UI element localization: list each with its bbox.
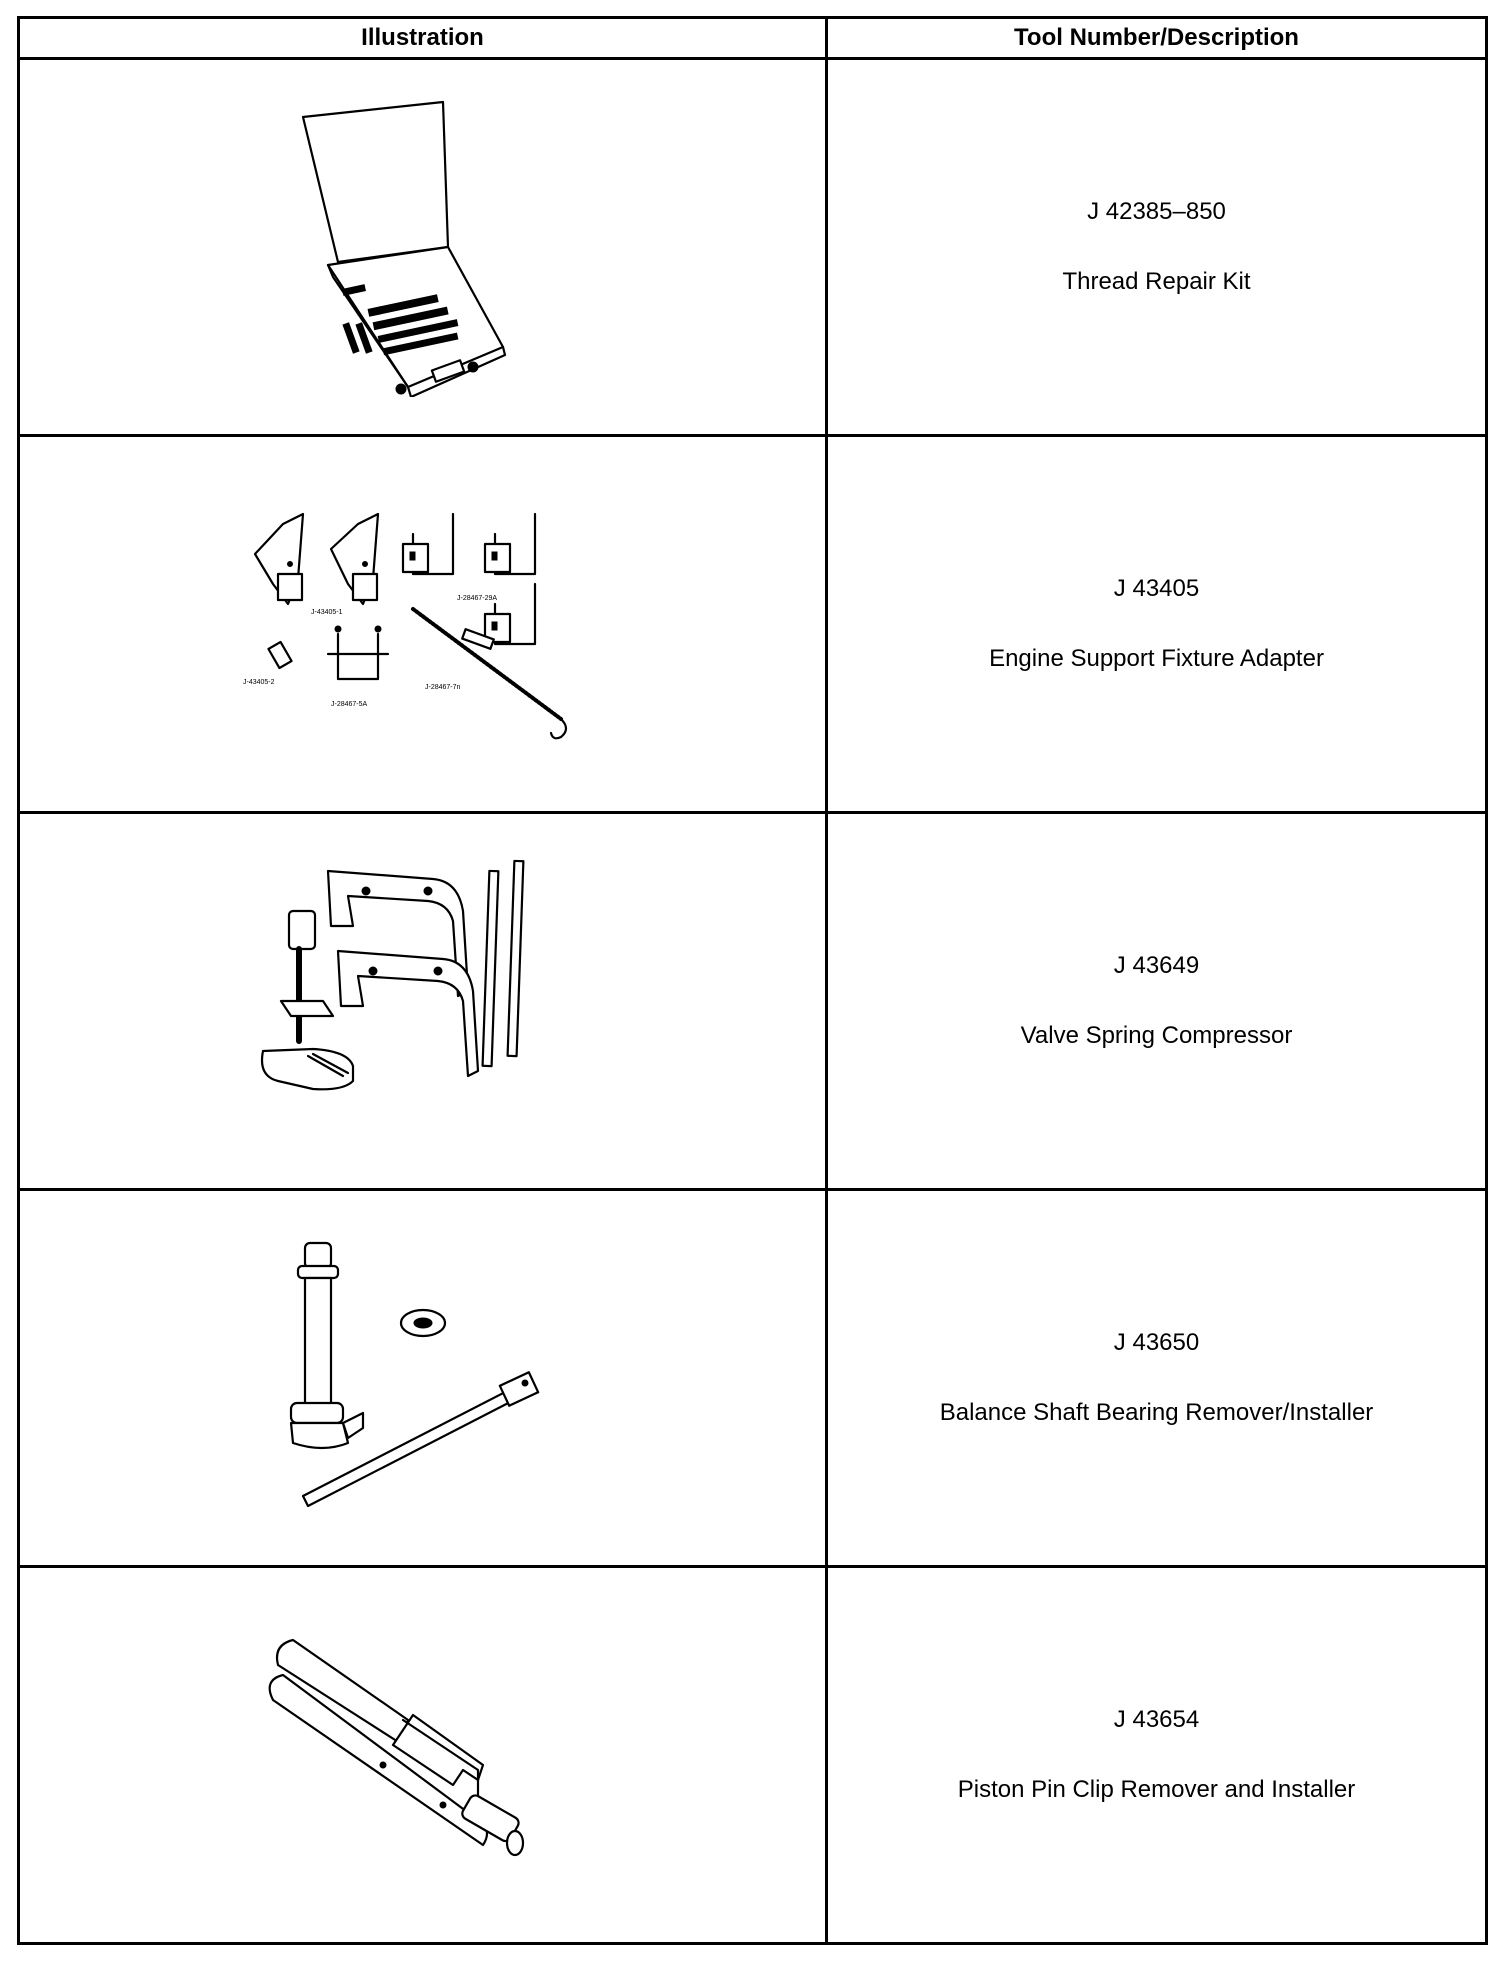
table-row [19,1190,1487,1567]
tool-description: Balance Shaft Bearing Remover/Installer [939,1399,1374,1426]
thread-repair-kit-illustration [273,97,573,397]
callout-label: J-28467-5A [330,701,367,708]
callout-label: J-43405-1 [310,609,343,616]
header-illustration: Illustration [19,18,827,59]
description-cell [827,1190,1487,1567]
table-row [19,813,1487,1190]
table-row [19,436,1487,813]
header-tool: Tool Number/Description [827,18,1487,59]
illustration-cell [19,436,827,813]
callout-label: J-28467-29A [456,595,497,602]
illustration-cell [19,59,827,436]
description-cell [827,813,1487,1190]
balance-shaft-bearing-tool-illustration [263,1228,583,1528]
illustration-cell [19,1190,827,1567]
table-row [19,1567,1487,1944]
description-cell [827,436,1487,813]
illustration-cell [19,1567,827,1944]
tool-table [17,16,1488,1945]
description-cell [827,59,1487,436]
description-cell [827,1567,1487,1944]
tool-description: Piston Pin Clip Remover and Installer [957,1776,1356,1803]
valve-spring-compressor-illustration [253,851,593,1151]
tool-number: J 43405 [1113,575,1200,602]
tool-number: J 43654 [1113,1706,1200,1733]
piston-pin-clip-tool-illustration [263,1605,583,1905]
tool-number: J 42385–850 [1087,198,1226,225]
tool-description: Engine Support Fixture Adapter [989,645,1324,672]
tool-number: J 43649 [1113,952,1200,979]
engine-support-fixture-adapter-illustration [243,494,603,754]
header-row [19,18,1487,59]
table-row [19,59,1487,436]
tool-description: Thread Repair Kit [1062,268,1251,295]
callout-label: J-43405-2 [242,679,275,686]
callout-label: J-28467-7n [424,684,460,691]
illustration-cell [19,813,827,1190]
tool-description: Valve Spring Compressor [1020,1022,1293,1049]
tool-number: J 43650 [1113,1329,1200,1356]
